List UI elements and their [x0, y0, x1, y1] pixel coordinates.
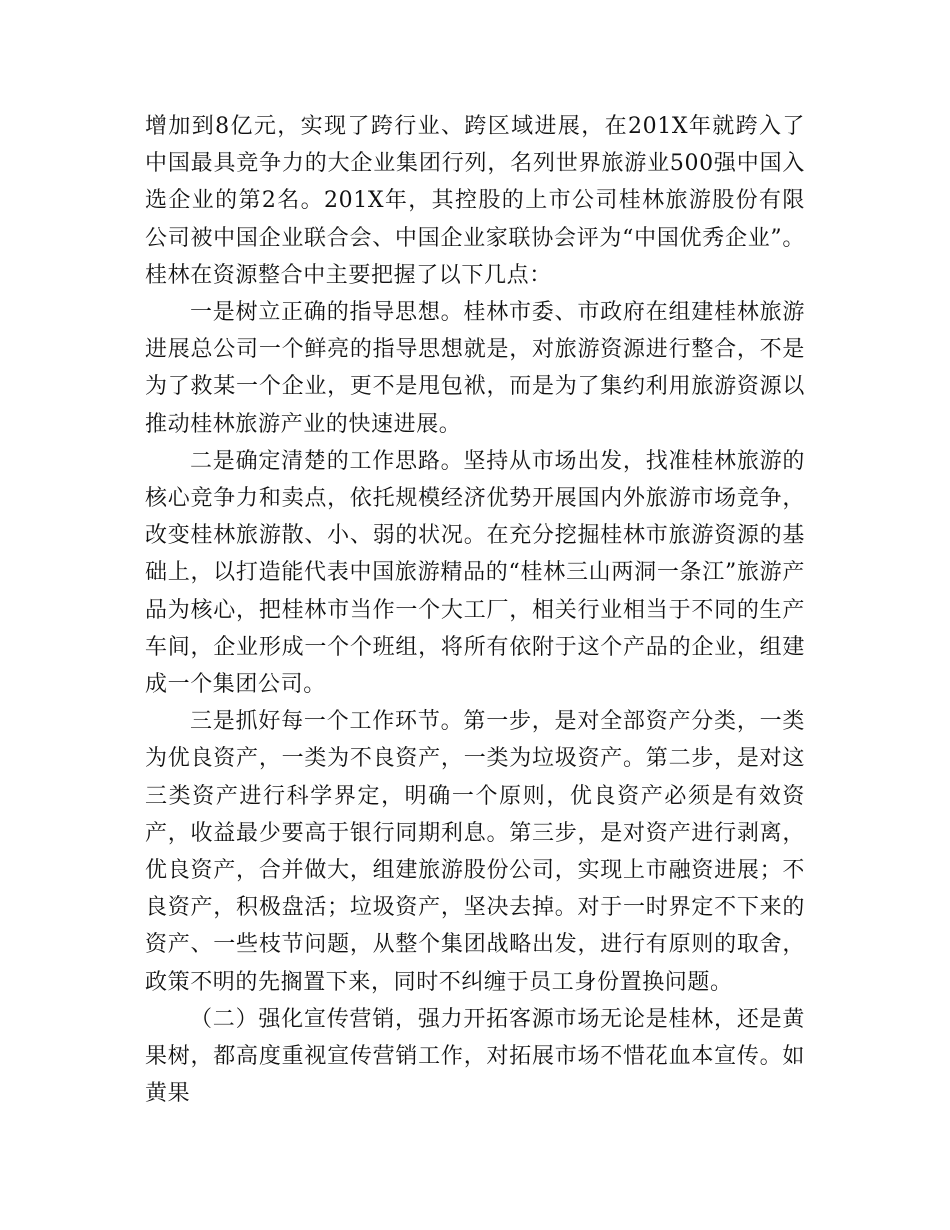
- paragraph-section-two: （二）强化宣传营销，强力开拓客源市场无论是桂林，还是黄果树，都高度重视宣传营销工作，对拓展市场不惜花血本宣传。如黄果: [145, 1006, 805, 1107]
- paragraph-work-approach: 二是确定清楚的工作思路。坚持从市场出发，找准桂林旅游的核心竞争力和卖点，依托规模经济优势开展国内外旅游市场竞争，改变桂林旅游散、小、弱的状况。在充分挖掘桂林市旅游资源的基础上，以打造能代表中国旅游精品的“桂林三山两洞一条江”旅游产品为核心，把桂林市当作一个大工厂，相关行业相当于不同的生产车间，企业形成一个个班组，将所有依附于这个产品的企业，组建成一个集团公司。: [145, 448, 805, 698]
- paragraph-guiding-thought: 一是树立正确的指导思想。桂林市委、市政府在组建桂林旅游进展总公司一个鲜亮的指导思想就是，对旅游资源进行整合，不是为了救某一个企业，更不是甩包袱，而是为了集约利用旅游资源以推动桂林旅游产业的快速进展。: [145, 300, 805, 437]
- document-body: [145, 108, 805, 1112]
- paragraph-work-steps: 三是抓好每一个工作环节。第一步，是对全部资产分类，一类为优良资产，一类为不良资产，一类为垃圾资产。第二步，是对这三类资产进行科学界定，明确一个原则，优良资产必须是有效资产，收益最少要高于银行同期利息。第三步，是对资产进行剥离，优良资产，合并做大，组建旅游股份公司，实现上市融资进展；不良资产，积极盘活；垃圾资产，坚决去掉。对于一时界定不下来的资产、一些枝节问题，从整个集团战略出发，进行有原则的取舍，政策不明的先搁置下来，同时不纠缠于员工身份置换问题。: [145, 709, 805, 995]
- paragraph-continuation: 增加到8亿元，实现了跨行业、跨区域进展，在201X年就跨入了中国最具竞争力的大企业集团行列，名列世界旅游业500强中国入选企业的第2名。201X年，其控股的上市公司桂林旅游股份有限公司被中国企业联合会、中国企业家联协会评为“中国优秀企业”。桂林在资源整合中主要把握了以下几点：: [145, 114, 805, 288]
